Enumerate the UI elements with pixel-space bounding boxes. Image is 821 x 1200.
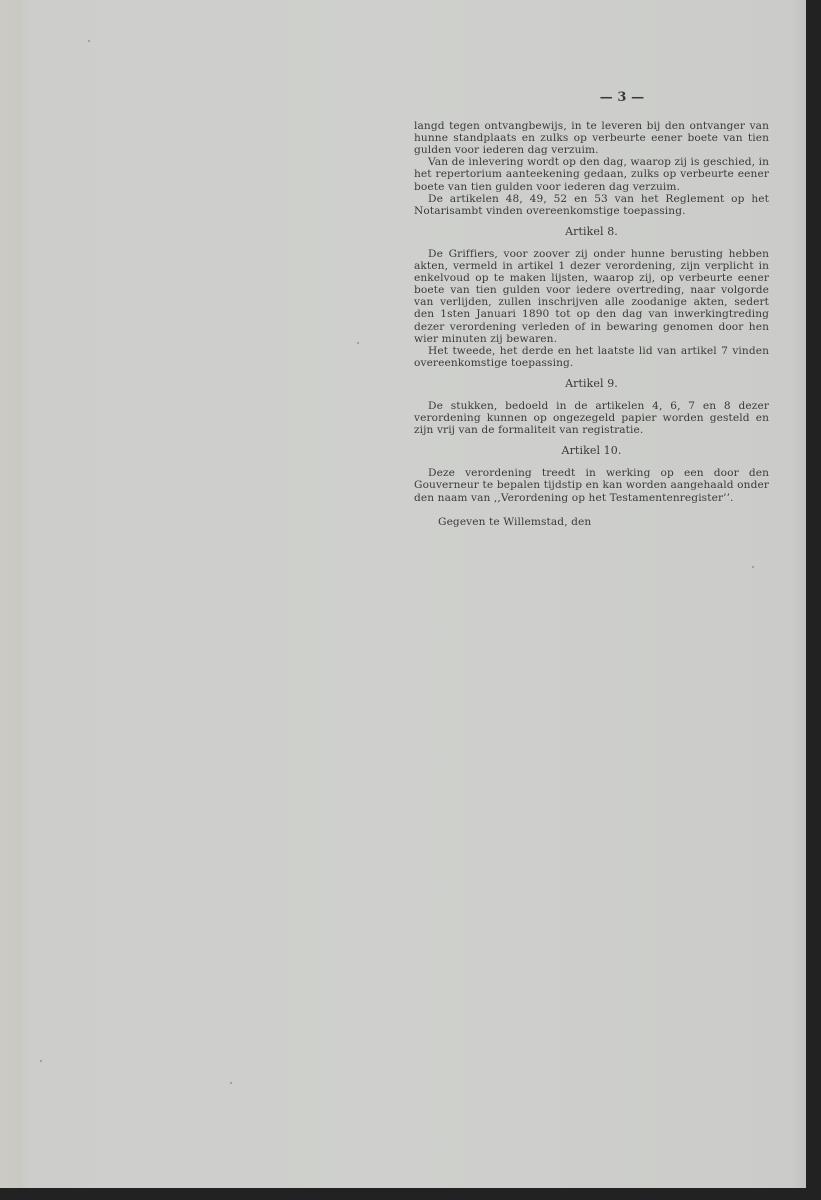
article-8-paragraph: Het tweede, het derde en het laatste lid van artikel 7 vinden overeenkomstige toepassing. [414, 344, 769, 369]
article-10-paragraph: Deze verordening treedt in werking op een door den Gouverneur te bepalen tijdstip en kan worden aangehaald onder den naam van ,,Verordening op het Testamentenregister’’. [414, 467, 769, 504]
paper-speck [752, 566, 754, 568]
paper-speck [40, 1060, 42, 1062]
paragraph: De artikelen 48, 49, 52 en 53 van het Reglement op het Notarisambt vinden overeenkomstige toepassing. [414, 192, 769, 217]
paragraph: langd tegen ontvangbewijs, in te leveren bij den ontvanger van hunne standplaats en zulks op verbeurte eener boete van tien gulden voor iederen dag verzuim. [414, 120, 769, 157]
paper-speck [88, 40, 90, 42]
paragraph: Van de inlevering wordt op den dag, waarop zij is geschied, in het repertorium aanteekening gedaan, zulks op verbeurte eener boete van tien gulden voor iederen dag verzuim. [414, 156, 769, 193]
article-8-paragraph: De Griffiers, voor zoover zij onder hunne berusting hebben akten, vermeld in artikel 1 dezer verordening, zijn verplicht in enkelvoud op te maken lijsten, waarop zij, op verbeurte eener boete van tien gulden voor iedere overtreding, naar volgorde van verlijden, zullen inschrijven alle zoodanige akten, sedert den 1sten Januari 1890 tot op den dag van inwerkingtreding dezer verordening verleden of in bewaring genomen door hen wier minuten zij bewaren. [414, 247, 769, 345]
article-10-heading: Artikel 10. [561, 444, 622, 458]
paper-speck [357, 342, 359, 344]
paper-speck [230, 1082, 232, 1084]
closing-line: Gegeven te Willemstad, den [438, 515, 592, 528]
article-8-heading: Artikel 8. [565, 224, 618, 238]
text-column [414, 92, 769, 528]
article-9-heading: Artikel 9. [565, 376, 618, 390]
page-left-margin [0, 0, 22, 1188]
article-9-paragraph: De stukken, bedoeld in de artikelen 4, 6, 7 en 8 dezer verordening kunnen op ongezegeld papier worden gesteld en zijn vrij van de formaliteit van registratie. [414, 399, 769, 437]
page-number: — 3 — [599, 90, 645, 105]
